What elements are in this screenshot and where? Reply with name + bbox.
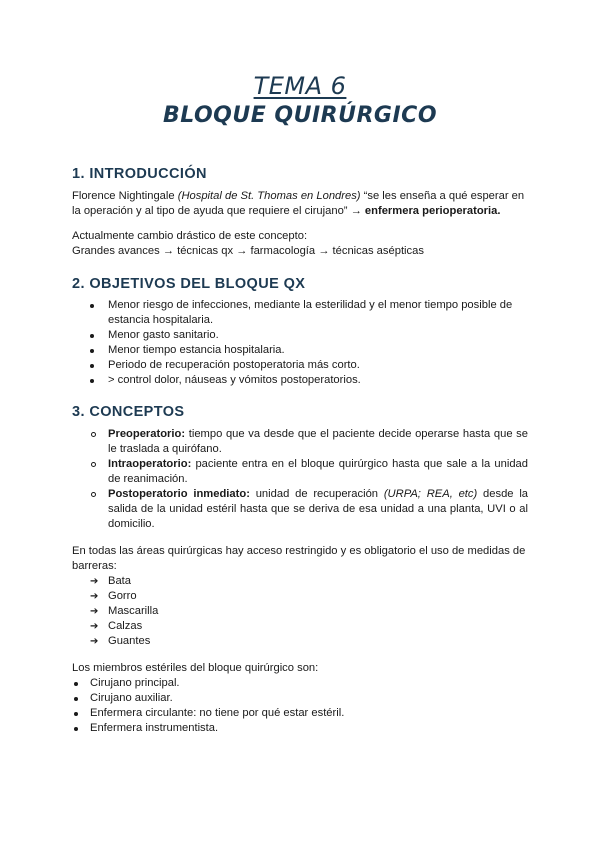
- list-item: Menor riesgo de infecciones, mediante la esterilidad y el menor tiempo posible de estancia hospitalaria.: [108, 298, 526, 328]
- list-item: Enfermera instrumentista.: [90, 721, 490, 736]
- list-item: Periodo de recuperación postoperatoria más corto.: [108, 358, 526, 373]
- concept-item-postoperatorio: [108, 487, 528, 532]
- list-item: ➔ Mascarilla: [108, 604, 408, 619]
- document-title-tema: TEMA 6: [253, 72, 347, 100]
- list-item: > control dolor, náuseas y vómitos postoperatorios.: [108, 373, 526, 388]
- concept-item-preoperatorio: [108, 427, 528, 457]
- intro-bold-term: enfermera perioperatoria.: [364, 205, 501, 217]
- list-item: ➔ Bata: [108, 574, 408, 589]
- concept-item-intraoperatorio: [108, 457, 528, 487]
- intro-text-start: Florence Nightingale: [72, 190, 178, 202]
- list-item: Cirujano principal.: [90, 676, 490, 691]
- concept-definition-end: desde la salida de la unidad estéril hasta que se deriva de esa unidad a una planta, UVI o al domicilio.: [108, 488, 529, 530]
- section-heading-conceptos: 3. CONCEPTOS: [72, 404, 185, 420]
- list-item: ➔ Gorro: [108, 589, 408, 604]
- objetivos-list: [108, 298, 526, 388]
- change-line-2: Grandes avances → técnicas qx → farmacología → técnicas asépticas: [72, 245, 424, 257]
- concept-definition: paciente entra en el bloque quirúrgico hasta que sale a la unidad de reanimación.: [108, 458, 528, 485]
- concept-term: Preoperatorio:: [108, 428, 186, 440]
- intro-text-quote: “se les enseña a qué esperar en la operación y al tipo de ayuda que requiere el cirujano” →: [72, 190, 525, 217]
- change-paragraph: [72, 229, 530, 259]
- miembros-paragraph: Los miembros estériles del bloque quirúrgico son:: [72, 662, 319, 674]
- section-heading-objetivos: 2. OBJETIVOS DEL BLOQUE QX: [72, 276, 306, 292]
- intro-paragraph: [72, 189, 530, 219]
- concept-definition: tiempo que va desde que el paciente decide operarse hasta que se le traslada a quirófano.: [108, 428, 528, 455]
- concept-term: Postoperatorio inmediato:: [108, 488, 250, 500]
- list-item: Cirujano auxiliar.: [90, 691, 490, 706]
- conceptos-list: [108, 427, 528, 532]
- list-item: Menor gasto sanitario.: [108, 328, 526, 343]
- concept-definition-italic: (URPA; REA, etc): [383, 488, 478, 500]
- barreras-paragraph: En todas las áreas quirúrgicas hay acceso restringido y es obligatorio el uso de medidas de barreras:: [72, 545, 526, 572]
- section-heading-introduccion: 1. INTRODUCCIÓN: [72, 166, 207, 182]
- document-title-bloque: BLOQUE QUIRÚRGICO: [162, 103, 438, 128]
- concept-definition: unidad de recuperación: [249, 488, 384, 500]
- list-item: Menor tiempo estancia hospitalaria.: [108, 343, 526, 358]
- barreras-list: [108, 574, 408, 649]
- concept-term: Intraoperatorio:: [108, 458, 192, 470]
- list-item: Enfermera circulante: no tiene por qué estar estéril.: [90, 706, 490, 721]
- miembros-list: [90, 676, 490, 736]
- list-item: ➔ Calzas: [108, 619, 408, 634]
- list-item: ➔ Guantes: [108, 634, 408, 649]
- change-line-1: Actualmente cambio drástico de este concepto:: [72, 230, 308, 242]
- intro-hospital-italic: (Hospital de St. Thomas en Londres): [177, 190, 361, 202]
